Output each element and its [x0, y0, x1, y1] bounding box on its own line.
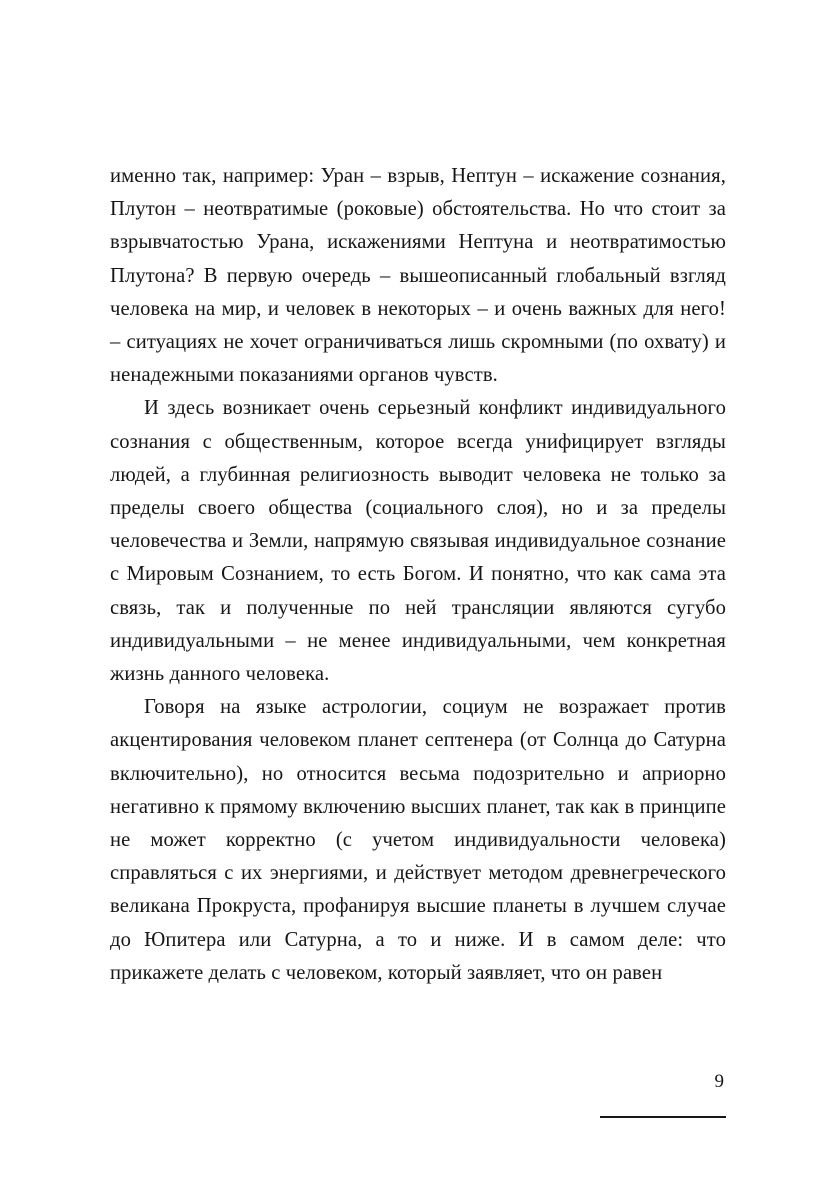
paragraph-1: именно так, например: Уран – взрыв, Нептун – искажение сознания, Плутон – неотвратимые (роковые) обстоятельства. Но что стоит за взрывчатостью Урана, искажениями Нептуна и неотвратимостью Плутона? В первую очередь – вышеописанный глобальный взгляд человека на мир, и человек в некоторых – и очень важных для него! – ситуациях не хочет ограничиваться лишь скромными (по охвату) и ненадежными показаниями органов чувств.: [110, 165, 726, 387]
paragraph-2: И здесь возникает очень серьезный конфликт индивидуального сознания с общественным, которое всегда унифицирует взгляды людей, а глубинная религиозность выводит человека не только за пределы своего общества (социального слоя), но и за пределы человечества и Земли, напрямую связывая индивидуальное сознание с Мировым Сознанием, то есть Богом. И понятно, что как сама эта связь, так и полученные по ней трансляции являются сугубо индивидуальными – не менее индивидуальными, чем конкретная жизнь данного человека.: [110, 397, 726, 686]
page-number: 9: [714, 1071, 724, 1092]
paragraph-3: Говоря на языке астрологии, социум не возражает против акцентирования человеком планет септенера (от Солнца до Сатурна включительно), но относится весьма подозрительно и априорно негативно к прямому включению высших планет, так как в принципе не может корректно (с учетом индивидуальности человека) справляться с их энергиями, и действует методом древнегреческого великана Прокруста, профанируя высшие планеты в лучшем случае до Юпитера или Сатурна, а то и ниже. И в самом деле: что прикажете делать с человеком, который заявляет, что он равен: [110, 696, 726, 984]
footer-divider: [600, 1116, 726, 1118]
page-text-body: [110, 160, 726, 990]
